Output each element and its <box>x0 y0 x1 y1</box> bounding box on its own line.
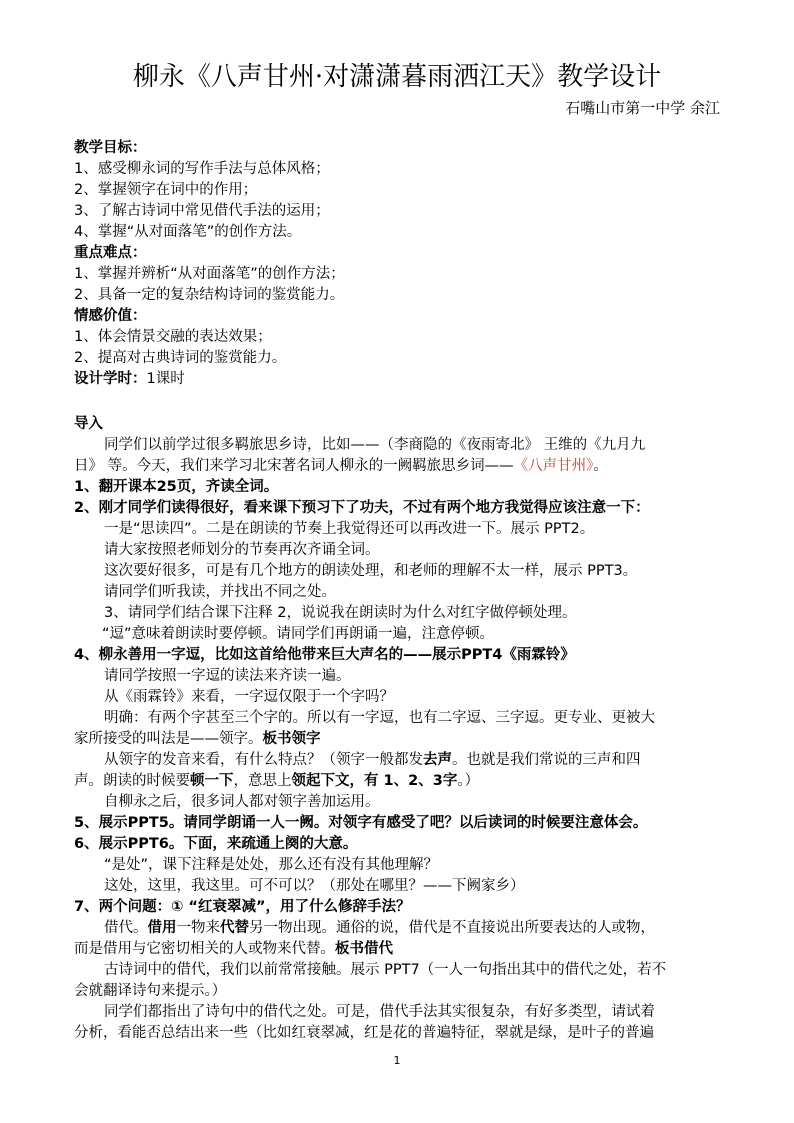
objective-item: 4、掌握“从对面落笔”的创作方法。 <box>74 224 302 240</box>
author-line: 石嘴山市第一中学 余江 <box>565 99 720 117</box>
document-title: 柳永《八声甘州·对潇潇暮雨洒江天》教学设计 <box>132 62 662 92</box>
step-4-text: 。也就是我们常说的三声和四 <box>452 752 641 768</box>
step-6-line: 这处，这里，我这里。可不可以？（那处在哪里？——下阙家乡） <box>104 878 525 894</box>
step-2: 2、刚才同学们读得很好，看来课下预习下了功夫，不过有两个地方我觉得应该注意一下： <box>74 500 650 516</box>
step-7-text: 一物来 <box>176 920 220 936</box>
step-4-line <box>74 729 720 750</box>
emphasis-text: 去声 <box>423 752 452 768</box>
step-7-line <box>74 939 720 960</box>
intro-paragraph: 同学们以前学过很多羁旅思乡诗，比如——（李商隐的《夜雨寄北》 王维的《九月九 <box>104 437 646 453</box>
step-7-line: 同学们都指出了诗句中的借代之处。可是，借代手法其实很复杂，有好多类型，请试着 <box>104 1004 655 1020</box>
emotion-item: 1、体会情景交融的表达效果； <box>74 329 272 345</box>
step-2-line: 一是“思读四”。二是在朗读的节奏上我觉得还可以再改进一下。展示 PPT2。 <box>104 521 595 537</box>
step-4: 4、柳永善用一字逗，比如这首给他带来巨大声名的——展示PPT4《雨霖铃》 <box>74 647 575 663</box>
step-7-line: 古诗词中的借代，我们以前常常接触。展示 PPT7（一人一句指出其中的借代之处，若不 <box>104 962 667 978</box>
step-4-line <box>74 771 720 792</box>
intro-text: 日》 等。今天，我们来学习北宋著名词人柳永的一阙羁旅思乡词—— <box>74 458 514 474</box>
objective-item: 1、感受柳永词的写作手法与总体风格； <box>74 161 330 177</box>
step-1: 1、翻开课本25页，齐读全词。 <box>74 479 279 495</box>
class-hours-value: 1课时 <box>146 371 185 387</box>
key-point-item: 1、掌握并辨析“从对面落笔”的创作方法； <box>74 266 345 282</box>
emphasis-text: 借用 <box>147 920 177 936</box>
step-4-line: 明确：有两个字甚至三个字的。所以有一字逗，也有二字逗、三字逗。更专业、更被大 <box>104 710 655 726</box>
emphasis-text: 代替 <box>220 920 249 936</box>
document-body <box>74 138 720 1044</box>
step-4-text: 。） <box>457 773 480 789</box>
key-points-heading: 重点难点： <box>74 245 147 261</box>
step-2-line: 请大家按照老师划分的节奏再次齐诵全词。 <box>104 542 380 558</box>
objectives-heading: 教学目标： <box>74 140 147 156</box>
class-hours-label: 设计学时： <box>74 371 147 387</box>
page-number: 1 <box>393 1054 401 1067</box>
step-7-line <box>74 918 720 939</box>
step-7: 7、两个问题：① “红衰翠减”，用了什么修辞手法？ <box>74 899 411 915</box>
board-note: 板书借代 <box>335 941 393 957</box>
step-2-line: 请同学们听我读，并找出不同之处。 <box>104 584 336 600</box>
step-7-line: 分析，看能否总结出来一些（比如红衰翠减，红是花的普遍特征，翠就是绿，是叶子的普遍 <box>74 1025 654 1041</box>
poem-title-highlight: 《八声甘州》 <box>513 458 594 474</box>
step-7-line: 会就翻译诗句来提示。） <box>74 983 227 999</box>
step-2-line: “逗”意味着朗读时要停顿。请同学们再朗诵一遍，注意停顿。 <box>102 626 495 642</box>
step-2-line: 这次要好很多，可是有几个地方的朗读处理，和老师的理解不太一样，展示 PPT3。 <box>104 563 638 579</box>
step-6-line: “是处”，课下注释是处处，那么还有没有其他理解？ <box>104 857 439 873</box>
key-point-item: 2、具备一定的复杂结构诗词的鉴赏能力。 <box>74 287 345 303</box>
class-hours <box>74 369 720 390</box>
step-4-line: 自柳永之后，很多词人都对领字善加运用。 <box>104 794 380 810</box>
intro-text-end: 。 <box>593 458 608 474</box>
emphasis-text: 顿一下 <box>190 773 234 789</box>
step-2-line: 3、请同学们结合课下注释 2，说说我在朗读时为什么对红字做停顿处理。 <box>104 605 577 621</box>
objective-item: 2、掌握领字在词中的作用； <box>74 182 258 198</box>
step-4-line: 从《雨霖铃》来看，一字逗仅限于一个字吗？ <box>104 689 394 705</box>
step-5: 5、展示PPT5。请同学朗诵一人一阙。对领字有感受了吧？以后读词的时候要注意体会。 <box>74 815 648 831</box>
board-note: 板书领字 <box>262 731 321 747</box>
step-4-line: 请同学按照一字逗的读法来齐读一遍。 <box>104 668 351 684</box>
step-7-text: 另一物出现。通俗的说，借代是不直接说出所要表达的人或物， <box>249 920 655 936</box>
intro-paragraph-cont <box>74 456 720 477</box>
emphasis-text: 领起下文，有 1、2、3字 <box>291 773 458 789</box>
step-4-text: 声。朗读的时候要 <box>74 773 190 789</box>
step-7-text: 而是借用与它密切相关的人或物来代替。 <box>74 941 335 957</box>
step-6: 6、展示PPT6。下面，来疏通上阕的大意。 <box>74 836 358 852</box>
emotion-heading: 情感价值： <box>74 308 147 324</box>
objective-item: 3、了解古诗词中常见借代手法的运用； <box>74 203 330 219</box>
step-4-line <box>74 750 720 771</box>
step-7-text: 借代。 <box>104 920 148 936</box>
emotion-item: 2、提高对古典诗词的鉴赏能力。 <box>74 350 287 366</box>
step-4-text: ，意思上 <box>233 773 292 789</box>
step-4-text: 从领字的发音来看，有什么特点？（领字一般都发 <box>104 752 423 768</box>
step-4-text: 家所接受的叫法是——领字。 <box>74 731 263 747</box>
intro-heading: 导入 <box>74 416 103 432</box>
